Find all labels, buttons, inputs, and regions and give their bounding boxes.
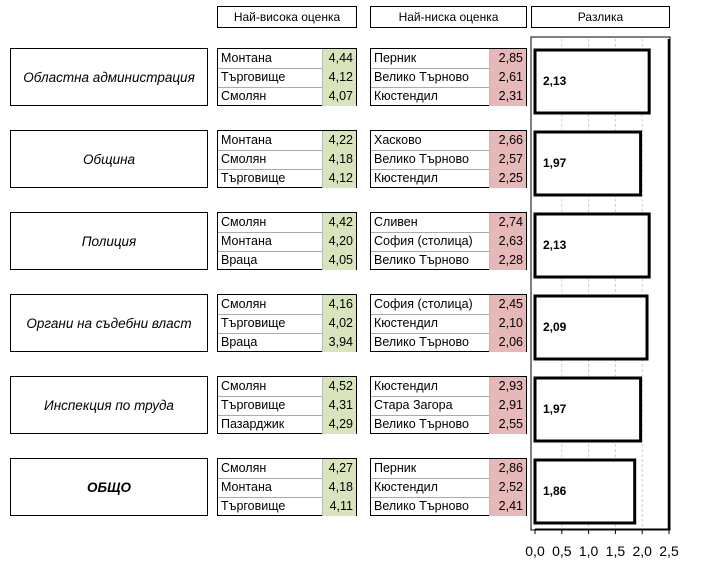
place-name: Монтана bbox=[221, 480, 272, 494]
x-tick-label: 1,0 bbox=[578, 543, 599, 559]
place-name: Стара Загора bbox=[374, 398, 453, 412]
place-name: Велико Търново bbox=[374, 417, 469, 431]
score-value: 4,29 bbox=[322, 415, 356, 434]
place-name: Кюстендил bbox=[374, 379, 438, 393]
place-name: Търговище bbox=[221, 398, 286, 412]
place-name: Кюстендил bbox=[374, 480, 438, 494]
category-label: Община bbox=[10, 130, 208, 188]
score-value: 2,61 bbox=[489, 68, 526, 87]
x-tick-label: 2,5 bbox=[659, 543, 679, 559]
place-name: Враца bbox=[221, 335, 258, 349]
score-value: 4,02 bbox=[322, 314, 356, 333]
header-lowest: Най-ниска оценка bbox=[370, 6, 527, 28]
place-name: Кюстендил bbox=[374, 316, 438, 330]
place-name: Търговище bbox=[221, 499, 286, 513]
score-value: 4,12 bbox=[322, 169, 356, 188]
score-value: 4,18 bbox=[322, 150, 356, 169]
place-name: Смолян bbox=[221, 215, 267, 229]
x-tick-label: 2,0 bbox=[632, 543, 652, 559]
x-tick-label: 0,0 bbox=[525, 543, 545, 559]
header-difference: Разлика bbox=[531, 6, 670, 28]
place-name: Хасково bbox=[374, 133, 422, 147]
place-name: Смолян bbox=[221, 152, 267, 166]
place-name: Търговище bbox=[221, 316, 286, 330]
place-name: Монтана bbox=[221, 133, 272, 147]
place-name: Велико Търново bbox=[374, 70, 469, 84]
bar-value-label: 2,09 bbox=[543, 320, 567, 334]
header-highest: Най-висока оценка bbox=[217, 6, 357, 28]
place-name: София (столица) bbox=[374, 297, 473, 311]
score-value: 2,25 bbox=[489, 169, 526, 188]
place-name: Пазарджик bbox=[221, 417, 285, 431]
score-value: 3,94 bbox=[322, 333, 356, 352]
category-label: ОБЩО bbox=[10, 458, 208, 516]
place-name: Велико Търново bbox=[374, 335, 469, 349]
category-label: Полиция bbox=[10, 212, 208, 270]
score-value: 4,42 bbox=[322, 213, 356, 232]
place-name: Перник bbox=[374, 461, 417, 475]
bar-value-label: 1,97 bbox=[543, 156, 567, 170]
score-value: 4,18 bbox=[322, 478, 356, 497]
score-value: 4,05 bbox=[322, 251, 356, 270]
category-label: Органи на съдебни власт bbox=[10, 294, 208, 352]
score-value: 2,55 bbox=[489, 415, 526, 434]
place-name: Смолян bbox=[221, 297, 267, 311]
place-name: Враца bbox=[221, 253, 258, 267]
x-tick-label: 1,5 bbox=[605, 543, 626, 559]
score-value: 2,91 bbox=[489, 396, 526, 415]
score-value: 4,16 bbox=[322, 295, 356, 314]
place-name: Велико Търново bbox=[374, 499, 469, 513]
score-value: 2,28 bbox=[489, 251, 526, 270]
score-value: 4,22 bbox=[322, 131, 356, 150]
place-name: Смолян bbox=[221, 89, 267, 103]
score-value: 4,27 bbox=[322, 459, 356, 478]
place-name: Смолян bbox=[221, 379, 267, 393]
category-label: Областна администрация bbox=[10, 48, 208, 106]
score-value: 2,52 bbox=[489, 478, 526, 497]
x-tick-label: 0,5 bbox=[552, 543, 572, 559]
score-value: 4,07 bbox=[322, 87, 356, 106]
score-value: 2,86 bbox=[489, 459, 526, 478]
place-name: Велико Търново bbox=[374, 253, 469, 267]
score-value: 2,66 bbox=[489, 131, 526, 150]
place-name: Търговище bbox=[221, 171, 286, 185]
place-name: Кюстендил bbox=[374, 89, 438, 103]
score-value: 4,31 bbox=[322, 396, 356, 415]
score-value: 4,20 bbox=[322, 232, 356, 251]
score-value: 2,63 bbox=[489, 232, 526, 251]
score-value: 4,12 bbox=[322, 68, 356, 87]
bar-value-label: 2,13 bbox=[543, 238, 567, 252]
bar-value-label: 2,13 bbox=[543, 74, 567, 88]
score-value: 2,45 bbox=[489, 295, 526, 314]
place-name: Перник bbox=[374, 51, 417, 65]
bar-value-label: 1,86 bbox=[543, 484, 567, 498]
category-label: Инспекция по труда bbox=[10, 376, 208, 434]
score-value: 2,41 bbox=[489, 497, 526, 516]
score-value: 2,93 bbox=[489, 377, 526, 396]
place-name: Кюстендил bbox=[374, 171, 438, 185]
place-name: София (столица) bbox=[374, 234, 473, 248]
bar-value-label: 1,97 bbox=[543, 402, 567, 416]
score-value: 4,52 bbox=[322, 377, 356, 396]
score-value: 2,57 bbox=[489, 150, 526, 169]
score-value: 2,31 bbox=[489, 87, 526, 106]
place-name: Монтана bbox=[221, 51, 272, 65]
place-name: Търговище bbox=[221, 70, 286, 84]
place-name: Сливен bbox=[374, 215, 418, 229]
score-value: 2,74 bbox=[489, 213, 526, 232]
score-value: 2,85 bbox=[489, 49, 526, 68]
place-name: Монтана bbox=[221, 234, 272, 248]
score-value: 4,44 bbox=[322, 49, 356, 68]
score-value: 2,06 bbox=[489, 333, 526, 352]
place-name: Велико Търново bbox=[374, 152, 469, 166]
place-name: Смолян bbox=[221, 461, 267, 475]
score-value: 2,10 bbox=[489, 314, 526, 333]
score-value: 4,11 bbox=[322, 497, 356, 516]
